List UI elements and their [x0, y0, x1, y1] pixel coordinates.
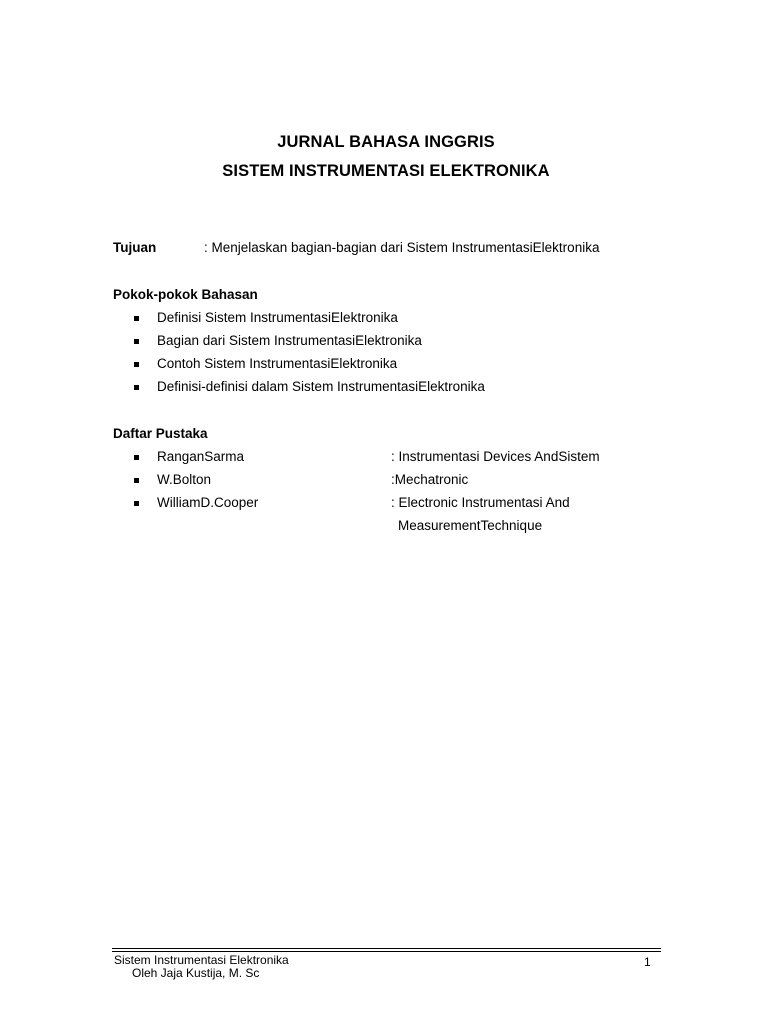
footer-author: Oleh Jaja Kustija, M. Sc [132, 966, 260, 980]
reference-title: : Instrumentasi Devices AndSistem [391, 449, 600, 464]
bullet-icon [134, 316, 139, 321]
pokok-heading: Pokok-pokok Bahasan [113, 287, 258, 302]
page-number: 1 [644, 955, 651, 969]
bullet-icon [134, 339, 139, 344]
pustaka-heading: Daftar Pustaka [113, 426, 208, 441]
footer-divider [112, 951, 661, 952]
pokok-item-text: Bagian dari Sistem InstrumentasiElektronika [157, 333, 422, 348]
document-title: JURNAL BAHASA INGGRIS [277, 133, 495, 151]
tujuan-label: Tujuan [113, 240, 157, 255]
bullet-icon [134, 501, 139, 506]
pokok-item-text: Contoh Sistem InstrumentasiElektronika [157, 356, 398, 371]
reference-title: : Electronic Instrumentasi And [391, 495, 570, 510]
tujuan-row [113, 240, 599, 255]
reference-title-continuation: MeasurementTechnique [398, 518, 543, 533]
bullet-icon [134, 455, 139, 460]
footer-divider [112, 948, 661, 949]
reference-author: RanganSarma [157, 449, 245, 464]
document-subtitle: SISTEM INSTRUMENTASI ELEKTRONIKA [222, 162, 550, 180]
footer-document-name: Sistem Instrumentasi Elektronika [114, 953, 289, 967]
bullet-icon [134, 362, 139, 367]
reference-title: :Mechatronic [391, 472, 469, 487]
reference-author: W.Bolton [157, 472, 212, 487]
tujuan-text: : Menjelaskan bagian-bagian dari Sistem InstrumentasiElektronika [204, 240, 600, 255]
pokok-item-text: Definisi Sistem InstrumentasiElektronika [157, 310, 398, 325]
bullet-icon [134, 478, 139, 483]
bullet-icon [134, 385, 139, 390]
reference-author: WilliamD.Cooper [157, 495, 259, 510]
pokok-item-text: Definisi-definisi dalam Sistem InstrumentasiElektronika [157, 379, 485, 394]
